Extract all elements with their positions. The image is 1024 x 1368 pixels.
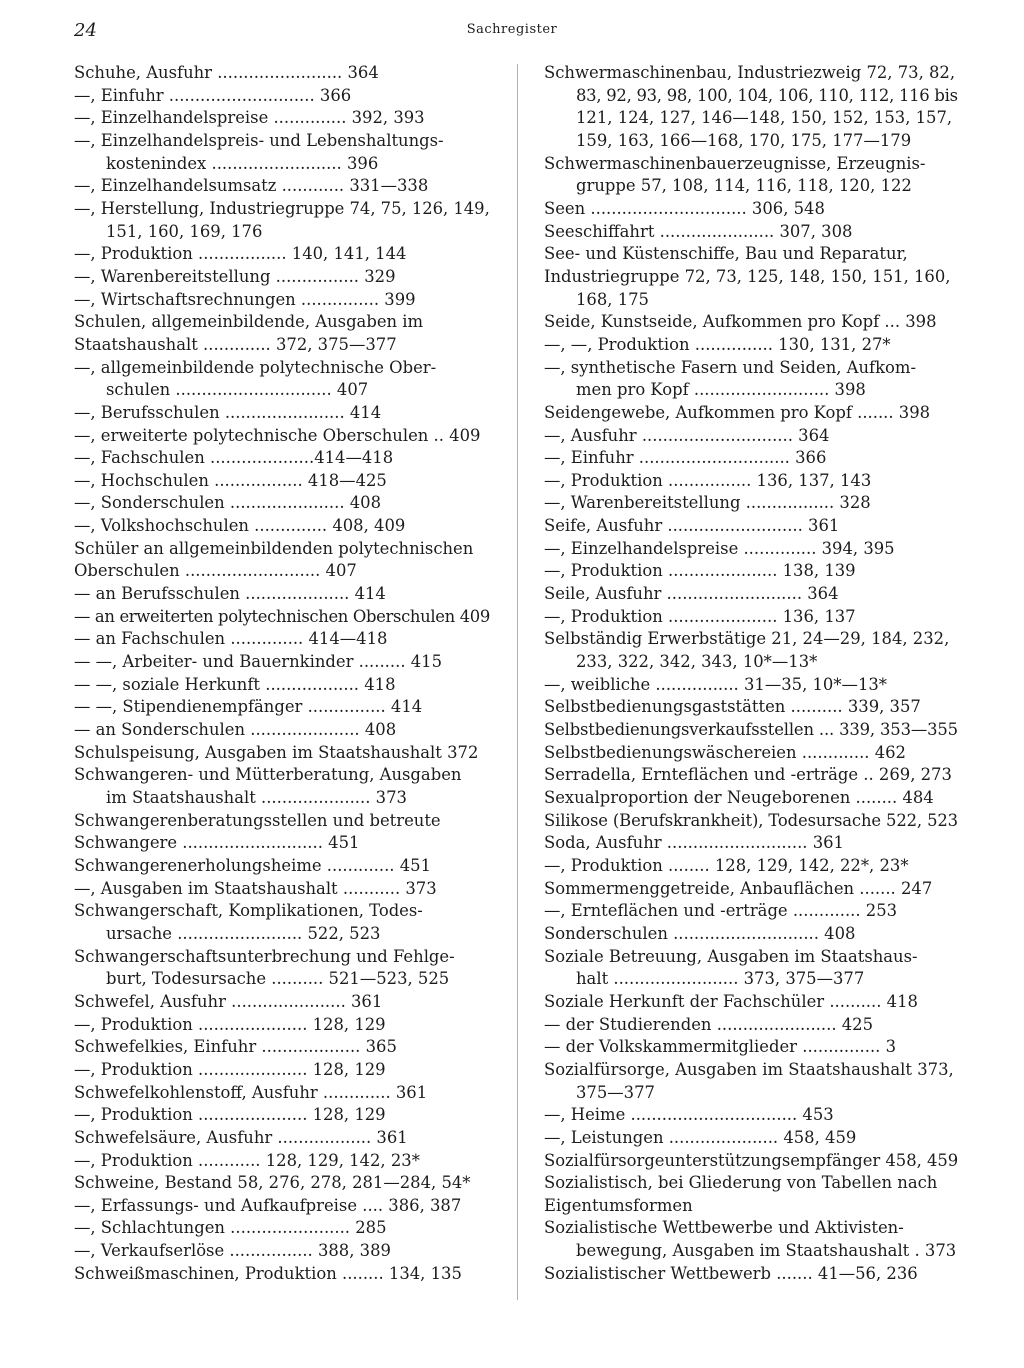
index-line: Seeschiffahrt ...................... 307, 308 [544, 221, 853, 241]
index-line: Schwangerschaftsunterbrechung und Fehlge- [74, 946, 455, 966]
index-line: 159, 163, 166—168, 170, 175, 177—179 [576, 130, 912, 150]
index-line: —, Ausfuhr ............................. 364 [544, 425, 830, 445]
index-line: Eigentumsformen [544, 1195, 693, 1215]
index-line: bewegung, Ausgaben im Staatshaushalt . 373 [576, 1241, 957, 1261]
index-line: Schulspeisung, Ausgaben im Staatshaushalt 372 [74, 742, 479, 762]
index-line: Schüler an allgemeinbildenden polytechnischen [74, 538, 474, 558]
index-line: Industriegruppe 72, 73, 125, 148, 150, 151, 160, [544, 266, 951, 286]
index-line: Sommermenggetreide, Anbauflächen ....... 247 [544, 878, 933, 898]
index-line: Staatshaushalt ............. 372, 375—377 [74, 334, 397, 354]
index-line: — —, Stipendienempfänger ............... 414 [74, 697, 423, 717]
index-line: —, Warenbereitstellung ................. 328 [544, 493, 871, 513]
index-line: —, Wirtschaftsrechnungen ............... 399 [74, 289, 416, 309]
index-line: —, Einzelhandelspreise .............. 392, 393 [74, 108, 425, 128]
index-line: 151, 160, 169, 176 [106, 221, 263, 241]
index-line: Seide, Kunstseide, Aufkommen pro Kopf ... 398 [544, 312, 937, 332]
index-line: — der Studierenden ....................... 425 [544, 1014, 874, 1034]
index-line: Schwangere ........................... 451 [74, 833, 360, 853]
index-line: — an erweiterten polytechnischen Oberschulen 409 [74, 606, 490, 626]
index-line: —, Einzelhandelspreise .............. 394, 395 [544, 538, 895, 558]
index-line: 83, 92, 93, 98, 100, 104, 106, 110, 112, 116 bis [576, 85, 958, 105]
index-line: Schuhe, Ausfuhr ........................ 364 [74, 63, 379, 82]
index-line: Selbstbedienungswäschereien ............. 462 [544, 742, 906, 762]
index-line: halt ........................ 373, 375—377 [576, 969, 865, 989]
index-line: 375—377 [576, 1082, 655, 1102]
index-line: Schweine, Bestand 58, 276, 278, 281—284, 54* [74, 1173, 471, 1193]
index-line: Sozialistische Wettbewerbe und Aktivisten- [544, 1218, 904, 1238]
index-line: Sozialistisch, bei Gliederung von Tabellen nach [544, 1173, 938, 1193]
index-line: —, erweiterte polytechnische Oberschulen .. 409 [74, 425, 481, 445]
index-line: —, Ernteflächen und -erträge ............. 253 [544, 901, 898, 921]
index-line: Sozialfürsorge, Ausgaben im Staatshaushalt 373, [544, 1059, 954, 1079]
right-column [544, 62, 958, 1285]
index-line: Soziale Betreuung, Ausgaben im Staatshaus- [544, 946, 918, 966]
index-line: kostenindex ......................... 396 [106, 153, 379, 173]
index-line: Schwermaschinenbauerzeugnisse, Erzeugnis- [544, 153, 926, 173]
index-line: See- und Küstenschiffe, Bau und Reparatur, [544, 244, 908, 264]
index-line: Silikose (Berufskrankheit), Todesursache 522, 523 [544, 810, 958, 830]
index-line: Schwangerenberatungsstellen und betreute [74, 810, 441, 830]
index-line: —, Produktion ..................... 128, 129 [74, 1059, 386, 1079]
index-line: gruppe 57, 108, 114, 116, 118, 120, 122 [576, 176, 912, 196]
index-line: —, Einfuhr ............................ 366 [74, 85, 352, 105]
index-line: —, Produktion ..................... 138, 139 [544, 561, 856, 581]
index-line: —, Produktion ................ 136, 137, 143 [544, 470, 872, 490]
index-line: —, Einzelhandelspreis- und Lebenshaltungs- [74, 130, 444, 150]
index-line: —, Berufsschulen ....................... 414 [74, 402, 382, 422]
index-line: Seife, Ausfuhr .......................... 361 [544, 516, 840, 536]
index-line: Schwangerschaft, Komplikationen, Todes- [74, 901, 423, 921]
index-line: — an Fachschulen .............. 414—418 [74, 629, 388, 649]
index-line: — —, soziale Herkunft .................. 418 [74, 674, 396, 694]
index-line: 233, 322, 342, 343, 10*—13* [576, 652, 818, 672]
index-line: —, Schlachtungen ....................... 285 [74, 1218, 387, 1238]
index-line: —, weibliche ................ 31—35, 10*—13* [544, 674, 887, 694]
index-line: Schulen, allgemeinbildende, Ausgaben im [74, 312, 424, 332]
index-line: —, Produktion ........ 128, 129, 142, 22*, 23* [544, 855, 909, 875]
index-line: —, Produktion ................. 140, 141, 144 [74, 244, 407, 264]
index-line: Schwangeren- und Mütterberatung, Ausgaben [74, 765, 462, 785]
index-line: 121, 124, 127, 146—148, 150, 152, 153, 157, [576, 108, 953, 128]
index-line: burt, Todesursache .......... 521—523, 525 [106, 969, 450, 989]
index-line: Selbstbedienungsgaststätten .......... 339, 357 [544, 697, 921, 717]
index-line: Soda, Ausfuhr ........................... 361 [544, 833, 844, 853]
index-line: Selbständig Erwerbstätige 21, 24—29, 184, 232, [544, 629, 950, 649]
index-line: Sexualproportion der Neugeborenen ........ 484 [544, 788, 934, 807]
index-line: im Staatshaushalt ..................... 373 [106, 788, 407, 807]
index-line: —, Produktion ............ 128, 129, 142, 23* [74, 1150, 420, 1170]
index-line: —, Ausgaben im Staatshaushalt ........... 373 [74, 878, 437, 898]
index-line: —, Sonderschulen ...................... 408 [74, 493, 382, 513]
index-line: —, Hochschulen ................. 418—425 [74, 470, 387, 490]
index-line: — —, Arbeiter- und Bauernkinder ......... 415 [74, 652, 443, 672]
index-line: — der Volkskammermitglieder ............... 3 [544, 1037, 897, 1057]
index-line: —, Einzelhandelsumsatz ............ 331—338 [74, 176, 429, 196]
running-head: Sachregister [466, 22, 558, 37]
index-line: Seen .............................. 306, 548 [544, 198, 825, 218]
index-line: Sozialfürsorgeunterstützungsempfänger 458, 459 [544, 1150, 958, 1170]
column-divider [517, 64, 518, 1300]
index-line: —, Heime ................................ 453 [544, 1105, 834, 1125]
index-line: —, allgemeinbildende polytechnische Ober- [74, 357, 437, 377]
page-number: 24 [74, 20, 97, 41]
index-line: —, Produktion ..................... 128, 129 [74, 1014, 386, 1034]
index-line: Sonderschulen ............................ 408 [544, 923, 856, 943]
index-line: Soziale Herkunft der Fachschüler .......... 418 [544, 991, 918, 1011]
index-line: —, Leistungen ..................... 458, 459 [544, 1127, 857, 1147]
index-line: —, Herstellung, Industriegruppe 74, 75, 126, 149, [74, 198, 490, 218]
index-line: —, synthetische Fasern und Seiden, Aufkom- [544, 357, 917, 377]
index-line: —, Verkaufserlöse ................ 388, 389 [74, 1241, 391, 1261]
index-line: Schwermaschinenbau, Industriezweig 72, 73, 82, [544, 63, 956, 82]
index-line: schulen .............................. 407 [106, 380, 369, 400]
index-line: Schwefelsäure, Ausfuhr .................. 361 [74, 1127, 408, 1147]
index-line: —, Produktion ..................... 128, 129 [74, 1105, 386, 1125]
index-line: Seile, Ausfuhr .......................... 364 [544, 584, 839, 604]
index-line: Oberschulen .......................... 407 [74, 561, 357, 581]
index-line: ursache ........................ 522, 523 [106, 923, 381, 943]
index-line: Schwefelkohlenstoff, Ausfuhr ............. 361 [74, 1082, 428, 1102]
left-column [74, 62, 490, 1285]
index-line: —, Produktion ..................... 136, 137 [544, 606, 856, 626]
index-line: Selbstbedienungsverkaufsstellen ... 339, 353—355 [544, 720, 958, 740]
index-line: Schwefelkies, Einfuhr ................... 365 [74, 1037, 397, 1057]
index-line: Seidengewebe, Aufkommen pro Kopf ....... 398 [544, 402, 931, 422]
index-line: Sozialistischer Wettbewerb ....... 41—56, 236 [544, 1263, 918, 1283]
index-line: men pro Kopf .......................... 398 [576, 380, 866, 400]
index-line: Serradella, Ernteflächen und -erträge .. 269, 273 [544, 765, 952, 785]
index-line: Schwangerenerholungsheime ............. 451 [74, 855, 432, 875]
index-line: 168, 175 [576, 289, 649, 309]
index-line: —, Erfassungs- und Aufkaufpreise .... 386, 387 [74, 1195, 462, 1215]
index-line: Schweißmaschinen, Produktion ........ 134, 135 [74, 1263, 462, 1283]
index-line: —, Fachschulen ....................414—418 [74, 448, 394, 468]
index-line: Schwefel, Ausfuhr ...................... 361 [74, 991, 383, 1011]
index-line: — an Berufsschulen .................... 414 [74, 584, 386, 604]
index-line: —, Volkshochschulen .............. 408, 409 [74, 516, 406, 536]
index-line: —, —, Produktion ............... 130, 131, 27* [544, 334, 891, 354]
index-line: — an Sonderschulen ..................... 408 [74, 720, 397, 740]
index-line: —, Einfuhr ............................. 366 [544, 448, 827, 468]
index-line: —, Warenbereitstellung ................ 329 [74, 266, 396, 286]
